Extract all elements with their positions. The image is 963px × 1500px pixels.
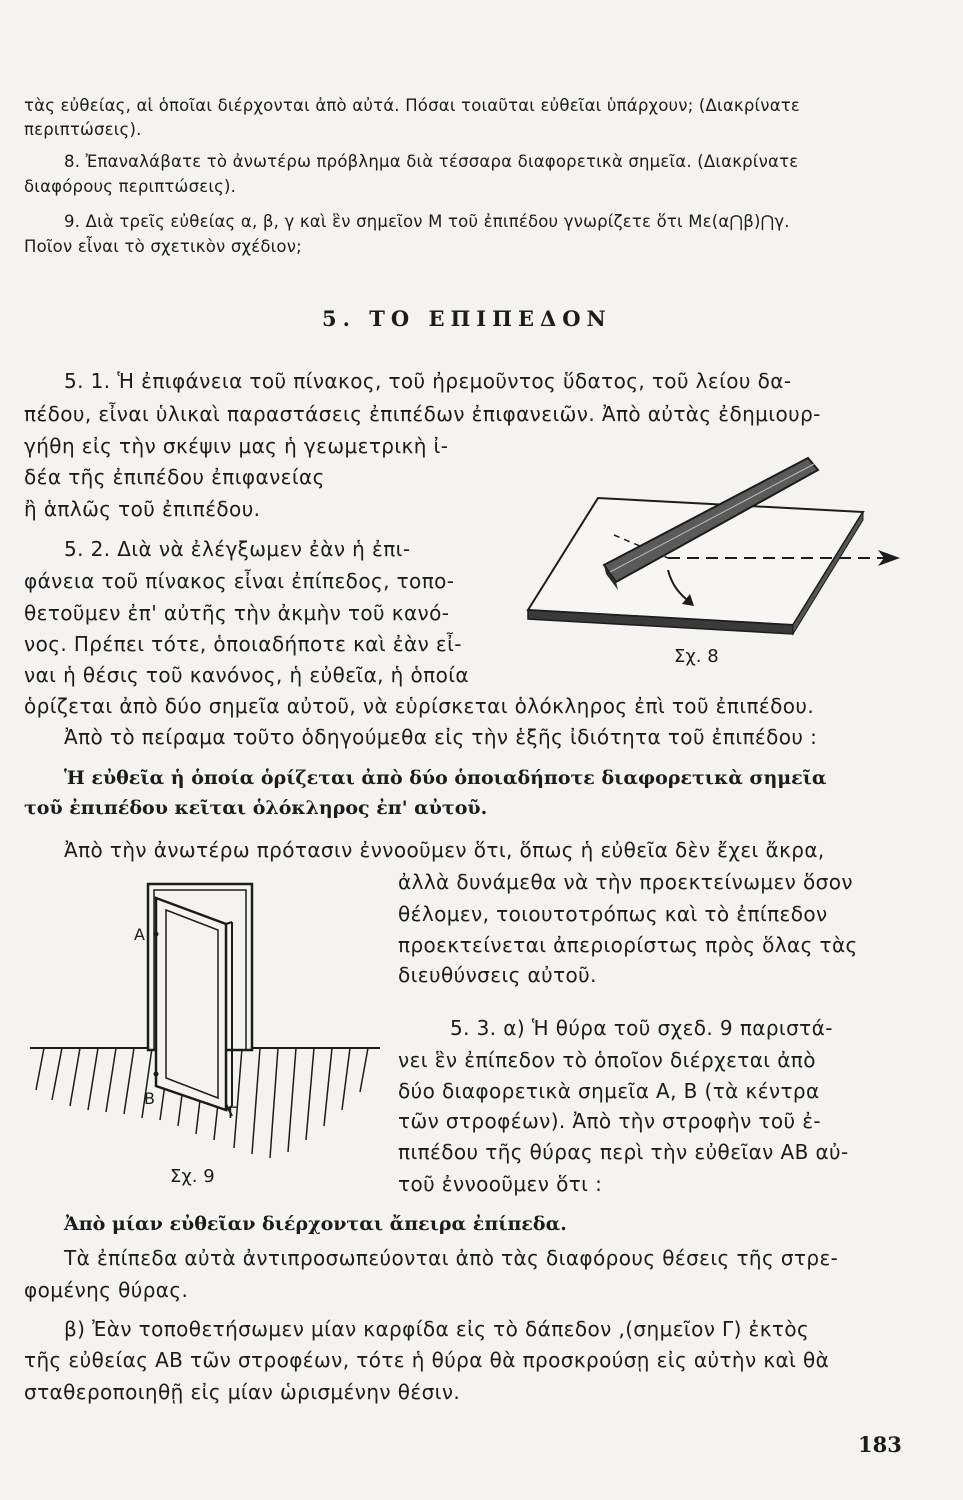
text-line: ναι ἡ θέσις τοῦ κανόνος, ἡ εὐθεῖα, ἡ ὁποία bbox=[24, 663, 469, 687]
text-line: ἀλλὰ δυνάμεθα νὰ τὴν προεκτείνωμεν ὅσον bbox=[398, 870, 853, 894]
page-number: 183 bbox=[858, 1432, 902, 1457]
text-line: τὰς εὐθείας, αἱ ὁποῖαι διέρχονται ἀπὸ αὐτά. Πόσαι τοιαῦται εὐθεῖαι ὑπάρχουν; (Διακρίνατε bbox=[24, 96, 801, 115]
text-line: πέδου, εἶναι ὑλικαὶ παραστάσεις ἐπιπέδων ἐπιφανειῶν. Ἀπὸ αὐτὰς ἐδημιουρ- bbox=[24, 402, 821, 426]
figure-9-caption: Σχ. 9 bbox=[170, 1166, 215, 1187]
bold-statement: τοῦ ἐπιπέδου κεῖται ὁλόκληρος ἐπ' αὐτοῦ. bbox=[24, 797, 488, 819]
text-line: φομένης θύρας. bbox=[24, 1278, 189, 1302]
bold-statement: Ἀπὸ μίαν εὐθεῖαν διέρχονται ἄπειρα ἐπίπεδα. bbox=[64, 1213, 567, 1235]
hinge-a bbox=[154, 932, 159, 937]
text-line: τῶν στροφέων). Ἀπὸ τὴν στροφὴν τοῦ ἐ- bbox=[398, 1109, 822, 1133]
text-line: προεκτείνεται ἀπεριορίστως πρὸς ὅλας τὰς bbox=[398, 933, 858, 957]
text-line: β) Ἐὰν τοποθετήσωμεν μίαν καρφίδα εἰς τὸ δάπεδον ,(σημεῖον Γ) ἐκτὸς bbox=[64, 1317, 810, 1341]
text-line: πιπέδου τῆς θύρας περὶ τὴν εὐθεῖαν ΑΒ αὐ- bbox=[398, 1140, 849, 1164]
text-line: 5. 3. α) Ἡ θύρα τοῦ σχεδ. 9 παριστά- bbox=[450, 1016, 833, 1040]
text-line: θέλομεν, τοιουτοτρόπως καὶ τὸ ἐπίπεδον bbox=[398, 902, 828, 926]
text-line: ὁρίζεται ἀπὸ δύο σημεῖα αὐτοῦ, νὰ εὑρίσκεται ὁλόκληρος ἐπὶ τοῦ ἐπιπέδου. bbox=[24, 694, 815, 718]
label-g: Γ bbox=[228, 1103, 237, 1122]
text-line: Ποῖον εἶναι τὸ σχετικὸν σχέδιον; bbox=[24, 237, 302, 256]
text-line: Ἀπὸ τὴν ἀνωτέρω πρότασιν ἐννοοῦμεν ὅτι, ὅπως ἡ εὐθεῖα δὲν ἔχει ἄκρα, bbox=[64, 838, 825, 862]
label-a: Α bbox=[134, 925, 145, 944]
text-line: νος. Πρέπει τότε, ὁποιαδήποτε καὶ ἐὰν εἶ- bbox=[24, 632, 462, 656]
text-line: 5. 2. Διὰ νὰ ἐλέγξωμεν ἐὰν ἡ ἐπι- bbox=[64, 537, 411, 561]
text-line: νει ἓν ἐπίπεδον τὸ ὁποῖον διέρχεται ἀπὸ bbox=[398, 1048, 816, 1072]
text-line: 8. Ἐπαναλάβατε τὸ ἀνωτέρω πρόβλημα διὰ τέσσαρα διαφορετικὰ σημεῖα. (Διακρίνατε bbox=[64, 152, 799, 171]
text-line: Ἀπὸ τὸ πείραμα τοῦτο ὁδηγούμεθα εἰς τὴν ἑξῆς ἰδιότητα τοῦ ἐπιπέδου : bbox=[64, 725, 818, 749]
text-line: διαφόρους περιπτώσεις). bbox=[24, 177, 237, 196]
text-line: ἢ ἁπλῶς τοῦ ἐπιπέδου. bbox=[24, 497, 261, 521]
text-line: φάνεια τοῦ πίνακος εἶναι ἐπίπεδος, τοπο- bbox=[24, 569, 455, 593]
text-line: γήθη εἰς τὴν σκέψιν μας ἡ γεωμετρικὴ ἰ- bbox=[24, 434, 449, 458]
text-line: τοῦ ἐννοοῦμεν ὅτι : bbox=[398, 1172, 603, 1196]
text-line: περιπτώσεις). bbox=[24, 120, 142, 139]
figure-8-ruler-on-plane bbox=[518, 450, 918, 690]
figure-9-door bbox=[30, 878, 390, 1188]
figure-8-caption: Σχ. 8 bbox=[674, 646, 719, 667]
text-line: δύο διαφορετικὰ σημεῖα Α, Β (τὰ κέντρα bbox=[398, 1079, 820, 1103]
text-line: δέα τῆς ἐπιπέδου ἐπιφανείας bbox=[24, 465, 325, 489]
text-line: θετοῦμεν ἐπ' αὐτῆς τὴν ἀκμὴν τοῦ κανό- bbox=[24, 601, 450, 625]
text-line: τῆς εὐθείας ΑΒ τῶν στροφέων, τότε ἡ θύρα θὰ προσκρούσῃ εἰς αὐτὴν καὶ θὰ bbox=[24, 1348, 830, 1372]
text-line: 9. Διὰ τρεῖς εὐθείας α, β, γ καὶ ἓν σημεῖον Μ τοῦ ἐπιπέδου γνωρίζετε ὅτι Με(α⋂β)⋂γ. bbox=[64, 212, 790, 231]
section-heading: 5. ΤΟ ΕΠΙΠΕΔΟΝ bbox=[322, 306, 612, 331]
label-b: Β bbox=[144, 1089, 155, 1108]
text-line: σταθεροποιηθῇ εἰς μίαν ὡρισμένην θέσιν. bbox=[24, 1380, 461, 1404]
text-line: Τὰ ἐπίπεδα αὐτὰ ἀντιπροσωπεύονται ἀπὸ τὰς διαφόρους θέσεις τῆς στρε- bbox=[64, 1246, 839, 1270]
bold-statement: Ἡ εὐθεῖα ἡ ὁποία ὁρίζεται ἀπὸ δύο ὁποιαδήποτε διαφορετικὰ σημεῖα bbox=[64, 767, 827, 789]
text-line: διευθύνσεις αὐτοῦ. bbox=[398, 963, 597, 987]
hinge-b bbox=[154, 1072, 159, 1077]
text-line: 5. 1. Ἡ ἐπιφάνεια τοῦ πίνακος, τοῦ ἠρεμοῦντος ὕδατος, τοῦ λείου δα- bbox=[64, 369, 792, 393]
